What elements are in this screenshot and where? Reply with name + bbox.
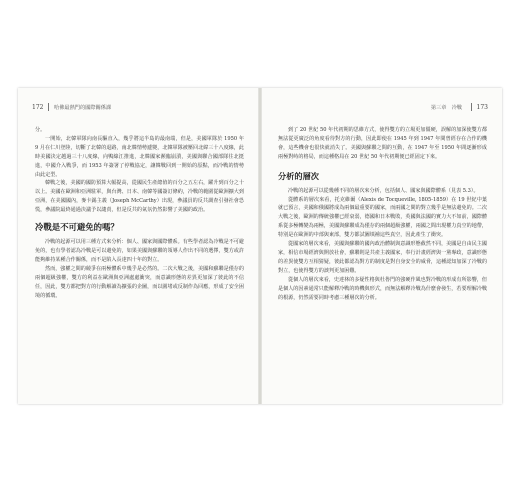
paragraph: 一開始，北韓軍隊向南長驅直入，幾乎將這半島的最南端，但是，美國軍隊於 1950 年 9 月在仁川登陸，切斷了北韓的退路，南北韓情勢遽變，北韓軍隊被壓回北緯三十八度線，此時美國決定越過三十八度線，向鴨綠江推進，北韓國家瀕臨崩潰，美國與聯合國部隊往北挺進，中國介入戰爭，而 1953 年簽署了停戰協定，讓韓戰回到一開始的原點，而冷戰的情勢由此定型。 — [35, 135, 244, 178]
left-running-header — [32, 102, 245, 112]
paragraph: 韓戰之後，美國的國防預算大幅提高，從國民生產總值的百分之五左右，躍升到百分之十以上。美國在歐洲和亞洲駐軍，與台灣、日本、南韓等國簽訂條約，冷戰的範圍從歐洲擴大到亞洲，在美國國內，麥卡錫主義（Joseph McCarthy）出現，參議員的反共調查引發社會恐慌，參議院最終通過決議予以譴責，但是反共的氣氛仍然影響了美國的政治。 — [35, 180, 244, 214]
page-number: 173 — [476, 103, 488, 111]
left-page-body — [35, 126, 244, 300]
paragraph: 從個人的層次來看，史達林的多疑性格與杜魯門的強硬作風也對冷戰的形成有所影響，但是個人的因素通常只能解釋冷戰的時機與形式，而無法解釋冷戰為什麼會發生，若要理解冷戰的根源，仍然需要同時考慮三種層次的分析。 — [278, 276, 487, 301]
section-heading: 分析的層次 — [278, 170, 319, 181]
right-page-body — [278, 126, 487, 302]
paragraph: 然而，強權之間的競爭在兩極體系中幾乎是必然的。二次大戰之後，美國和蘇聯是僅存的兩個超級強權，雙方的利益在歐洲與亞洲處處衝突，而意識形態的差異更加深了彼此的不信任，因此，雙方都把對方的行動解讀為擴張的企圖，而以圍堵或反制作為回應，形成了安全困境的循環。 — [35, 265, 244, 299]
right-running-header — [275, 102, 488, 112]
paragraph: 從國家的層次來看，美國與蘇聯的國內政治體制與意識形態截然不同，美國是自由民主國家，相信市場經濟與開放社會，蘇聯則是共產主義國家，奉行計畫經濟與一黨專政，意識形態的差異使雙方互相猜疑，彼此都認為對方的制度是對自身安全的威脅，這種認知加深了冷戰的對立，也使得雙方的談判更加困難。 — [278, 241, 487, 274]
page-number: 172 — [32, 103, 44, 111]
paragraph: 從體系的層次來看，托克維爾（Alexis de Tocqueville, 1805-1859）在 19 世紀中葉就已預言，美國和俄國將成為兩個最重要的國家，而兩國之間的對立幾乎是無法避免的。二次大戰之後，歐洲的傳統強權已經衰弱，德國和日本戰敗，英國與法國的實力大不如前，國際體系從多極轉變為兩極，美國與蘇聯成為僅存的兩個超級強權，兩國之間出現權力真空的地帶，特別是在歐洲的中部與東部，雙方都試圖填補這些真空，因此產生了衝突。 — [278, 196, 487, 239]
chapter-title: 第三章 冷戰 — [430, 104, 462, 111]
header-divider — [48, 103, 49, 111]
right-page — [261, 88, 502, 404]
paragraph: 分。 — [35, 127, 46, 133]
book-spread — [18, 88, 502, 404]
running-head: 哈佛最熱門的國際關係課 — [54, 104, 112, 111]
left-page — [18, 88, 259, 404]
paragraph: 冷戰的起源可以用三種方式來分析：個人、國家與國際體系。有些學者認為冷戰是不可避免的，也有學者認為冷戰是可以避免的，如果美國與蘇聯的領導人作出不同的選擇，雙方或許能夠維持某種合作關係，而不是陷入長達四十年的對立。 — [35, 239, 244, 263]
paragraph: 冷戰的起源可以從幾種不同的層次來分析，包括個人、國家與國際體系（見表 5.3）。 — [288, 187, 479, 194]
section-heading: 冷戰是不可避免的嗎？ — [35, 222, 119, 233]
header-divider — [471, 103, 472, 111]
paragraph: 到了 20 世紀 50 年代初期的思維方式，使得雙方的立場更加僵硬，誤解的加深使雙方都無法從更廣泛的角度看待對方的行動，因此即使在 1945 年到 1947 年間曾經存在合作的機會，這些機會也很快就消失了。美國與蘇聯之間的互動，在 1947 年至 1950 年間逐漸形成兩極對峙的格局，而這種格局在 20 世紀 50 年代初期便已經固定下來。 — [278, 127, 487, 160]
